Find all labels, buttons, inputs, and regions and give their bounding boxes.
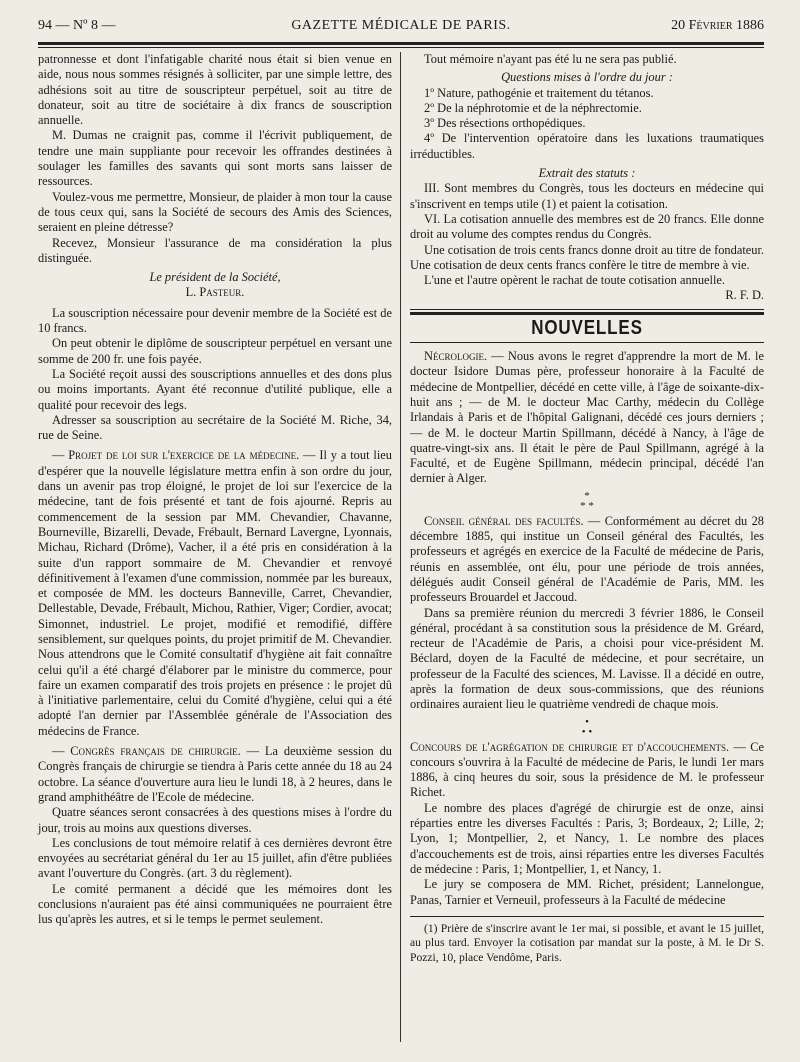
paragraph: Dans sa première réunion du mercredi 3 février 1886, le Conseil général, procédant à sa constitution sous la présidence de M. Gréard, recteur de l'Académie de Paris, a choisi pour vice-président M. Béclard, doyen de la Faculté de médecine, et pour secrétaire, un professeur de la Faculté des sciences, M. Lavisse. Il a décidé en outre, après la formation de deux sous-commissions, que des réunions ordinaires auraient lieu le quatrième vendredi de chaque mois. bbox=[410, 605, 764, 712]
paragraph: Le nombre des places d'agrégé de chirurgie est de onze, ainsi réparties entre les diverses Facultés : Paris, 3; Bordeaux, 2; Lille, 2; Lyon, 1; Montpellier, 2, et Nancy, 1. Le nombre des places d'accouchements est de trois, ainsi réparties entre les diverses Facultés de médecine : Paris, 1; Montpellier, 1, et Nancy, 1. bbox=[410, 800, 764, 876]
article-necrologie: Nécrologie. — Nous avons le regret d'apprendre la mort de M. le docteur Isidore Dumas père, professeur honoraire à la Faculté de médecine de Montpellier, décédé en cette ville, à l'âge de soixante-dix-huit ans ; — de M. le docteur Mac Carthy, médecin du Collège Irlandais à Paris et de l'hôpital Galignani, décédé ces jours derniers ; — de M. le docteur Martin Spillmann, décédé à Nancy, à l'âge de quatre-vingt-six ans. Il était le père de Paul Spillmann, agrégé à la Faculté, et de Eugène Spillmann, médecin principal, décédé l'an dernier à Alger. bbox=[410, 349, 764, 486]
questions-list bbox=[410, 86, 764, 162]
column-divider bbox=[400, 52, 401, 1042]
paragraph: VI. La cotisation annuelle des membres est de 20 francs. Elle donne droit au volume des comptes rendus du Congrès. bbox=[410, 211, 764, 242]
header-rule bbox=[38, 42, 764, 48]
article-conseil-general: Conseil général des facultés. — Conformément au décret du 28 décembre 1885, qui institue un Conseil général des Facultés, les professeurs et agrégés en exercice de la Faculté de médecine de Paris, réunis en assemblée, ont élu, pour une période de trois années, délégués audit Conseil général de l'Académie de Paris, MM. les professeurs Brouardel et Jaccoud. bbox=[410, 513, 764, 605]
signature-name: L. Pasteur. bbox=[185, 285, 245, 300]
footnote-rule bbox=[410, 916, 764, 917]
separator-stars: * * * bbox=[580, 489, 594, 512]
article-concours: Concours de l'agrégation de chirurgie et d'accouchements. — Ce concours s'ouvrira à la Faculté de médecine de Paris, le lundi 1er mars 1886, à cinq heures du soir, sous la présidence de M. le professeur Richet. bbox=[410, 739, 764, 800]
paragraph: On peut obtenir le diplôme de souscripteur perpétuel en versant une somme de 200 fr. une fois payée. bbox=[38, 336, 392, 366]
signature-title: Le président de la Société, bbox=[149, 270, 281, 285]
paragraph: Le comité permanent a décidé que les mémoires dont les conclusions n'auraient pas été ainsi communiquées ne pourraient être lus qu'après les autres, et si le temps le permet seulement. bbox=[38, 881, 392, 927]
paragraph: Le jury se composera de MM. Richet, président; Lannelongue, Panas, Tarnier et Verneuil, professeurs à la Faculté de médecine bbox=[410, 877, 764, 907]
list-item: 1º Nature, pathogénie et traitement du tétanos. bbox=[424, 85, 654, 100]
journal-title: GAZETTE MÉDICALE DE PARIS. bbox=[291, 18, 511, 33]
paragraph: Une cotisation de trois cents francs donne droit au titre de fondateur. Une cotisation de deux cents francs confère le titre de membre à vie. bbox=[410, 242, 764, 272]
paragraph: Quatre séances seront consacrées à des questions mises à l'ordre du jour, trois au moins aux questions diverses. bbox=[38, 805, 392, 835]
columns bbox=[38, 52, 764, 1052]
list-item: 3º Des résections orthopédiques. bbox=[424, 116, 586, 131]
newspaper-page bbox=[38, 14, 764, 1054]
section-title-nouvelles: NOUVELLES bbox=[531, 316, 643, 339]
page-header bbox=[38, 14, 764, 40]
footnote: (1) Prière de s'inscrire avant le 1er mai, si possible, et avant le 15 juillet, au plus tard. Envoyer la cotisation par mandat sur la poste, à M. le Dr S. Pozzi, 10, place Vendôme, Paris. bbox=[410, 921, 764, 964]
paragraph: La souscription nécessaire pour devenir membre de la Société est de 10 francs. bbox=[38, 305, 392, 336]
author-initials: R. F. D. bbox=[725, 288, 764, 303]
paragraph: Recevez, Monsieur l'assurance de ma considération la plus distinguée. bbox=[38, 235, 392, 265]
paragraph: M. Dumas ne craignit pas, comme il l'écrivit publiquement, de tendre une main suppliante pour recevoir les offrandes destinées à soulager les familles des savants qui sont morts sans laisser de ressources. bbox=[38, 128, 392, 189]
section-rule bbox=[410, 309, 764, 315]
paragraph: La Société reçoit aussi des souscriptions annuelles et des dons plus ou moins importants. Ayant été reconnue d'utilité publique, elle a qualité pour recevoir des legs. bbox=[38, 366, 392, 412]
questions-heading: Questions mises à l'ordre du jour : bbox=[501, 70, 673, 85]
right-column bbox=[410, 52, 764, 965]
article-congres-chirurgie: — Congrès français de chirurgie. — La deuxième session du Congrès français de chirurgie se tiendra à Paris cette année du 18 au 24 octobre. La séance d'ouverture aura lieu le lundi 18, à 2 heures, dans le grand amphithéâtre de l'Ecole de médecine. bbox=[38, 744, 392, 804]
statuts-heading: Extrait des statuts : bbox=[538, 166, 636, 181]
page-number: 94 — Nº 8 — bbox=[38, 18, 116, 33]
left-column bbox=[38, 52, 392, 928]
issue-date: 20 Février 1886 bbox=[671, 18, 764, 33]
paragraph: L'une et l'autre opèrent le rachat de toute cotisation annuelle. bbox=[424, 273, 726, 288]
paragraph: Tout mémoire n'ayant pas été lu ne sera pas publié. bbox=[424, 52, 677, 66]
paragraph: patronnesse et dont l'infatigable charité nous était si bien venue en aide, nous nous sommes résignés à solliciter, par une simple lettre, des adhésions soit au titre de souscripteur perpétuel, soit au titre de donateur, soit au titre de sociétaire à dix francs de souscription annuelle. bbox=[38, 52, 392, 128]
list-item: 4º De l'intervention opératoire dans les luxations traumatiques irréductibles. bbox=[410, 131, 764, 161]
paragraph: Les conclusions de tout mémoire relatif à ces dernières devront être envoyées au secrétariat général du 1er au 15 juillet, afin d'être publiées avant l'ouverture du Congrès. (art. 3 du règlement). bbox=[38, 835, 392, 881]
list-item: 2º De la néphrotomie et de la néphrectomie. bbox=[424, 100, 642, 115]
article-projet-de-loi: — Projet de loi sur l'exercice de la médecine. — Il y a tout lieu d'espérer que la nouvelle législature mettra enfin à son ordre du jour, dans un avenir pas trop éloigné, le projet de loi sur l'exercice de la médecine, tant de fois présenté et tant de fois ajourné. Repris au commencement de la session par MM. Chevandier, Chavanne, Bourneville, Bizarelli, Devade, Frébault, Bernard Lavergne, Lyonnais, Michau, Richard (Drôme), Vacher, il a été pris en considération à la suite d'un rapport sommaire de M. Chevandier et renvoyé définitivement à l'examen d'une commission, nommée par les bureaux, et composée de MM. les docteurs Banneville, Carret, Chevandier, Dellestable, Devade, Frébault, Michou, Rathier, Viger; Cordier, avocat; Simonnet, industriel. Le projet, modifié et remodifié, diffère sensiblement, sur quelques points, du projet primitif de M. Chevandier. Nous attendrons que le Comité consultatif d'hygiène ait fait connaître celui qu'il a été chargé d'élaborer par le ministre du commerce, pour faire un examen comparatif des trois projets en présence : le projet dû à l'initiative parlementaire, celui du Comité d'hygiène, celui qui a été adopté l'an dernier par l'Assemblée générale de l'Association des médecins de France. bbox=[38, 448, 392, 738]
paragraph: III. Sont membres du Congrès, tous les docteurs en médecine qui s'inscrivent en temps utile (1) et paient la cotisation. bbox=[410, 181, 764, 211]
paragraph: Adresser sa souscription au secrétaire de la Société M. Riche, 34, rue de Seine. bbox=[38, 412, 392, 443]
section-rule bbox=[410, 342, 764, 343]
paragraph: Voulez-vous me permettre, Monsieur, de plaider à mon tour la cause de tous ceux qui, sans la Société de secours des Amis des Sciences, seraient en pleine détresse? bbox=[38, 189, 392, 235]
separator-stars: • • • bbox=[581, 715, 593, 738]
